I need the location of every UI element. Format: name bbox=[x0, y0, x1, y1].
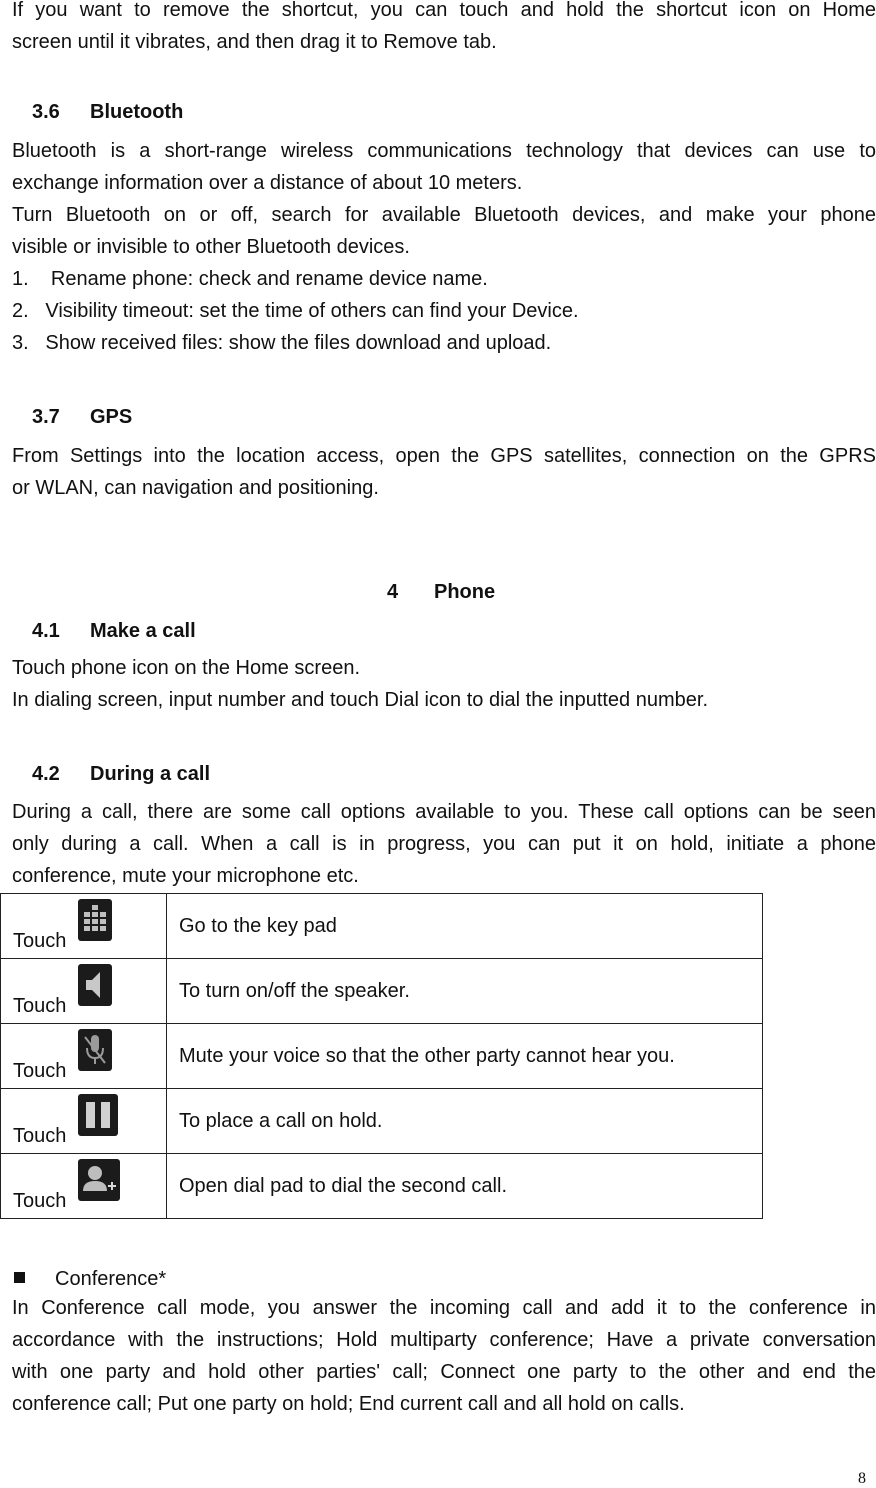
touch-label: Touch bbox=[13, 1125, 67, 1147]
conference-bullet bbox=[14, 1265, 166, 1293]
bullet-square-icon bbox=[14, 1272, 25, 1283]
bluetooth-line-2: exchange information over a distance of about 10 meters. bbox=[12, 172, 523, 194]
section-4-2-heading bbox=[32, 760, 210, 788]
conference-label: Conference* bbox=[55, 1268, 167, 1290]
table-cell-touch bbox=[1, 1089, 167, 1154]
touch-label: Touch bbox=[13, 1060, 67, 1082]
intro-paragraph bbox=[12, 0, 876, 58]
section-title: Bluetooth bbox=[90, 101, 184, 123]
section-title: During a call bbox=[90, 763, 211, 785]
make-call-line-1: Touch phone icon on the Home screen. bbox=[12, 657, 360, 679]
bluetooth-paragraph bbox=[12, 135, 876, 359]
table-cell-desc: Mute your voice so that the other party cannot hear you. bbox=[167, 1024, 763, 1089]
table-row bbox=[1, 894, 763, 959]
call-options-table bbox=[0, 893, 763, 1219]
conference-line-1: In Conference call mode, you answer the incoming call and add it to the conference in bbox=[12, 1297, 876, 1319]
section-number: 4.1 bbox=[32, 620, 60, 642]
bluetooth-line-1: Bluetooth is a short-range wireless communications technology that devices can use to bbox=[12, 140, 876, 162]
table-row bbox=[1, 1024, 763, 1089]
conference-paragraph bbox=[12, 1292, 876, 1420]
section-4-1-heading bbox=[32, 617, 196, 645]
section-number: 3.6 bbox=[32, 101, 60, 123]
gps-line-2: or WLAN, can navigation and positioning. bbox=[12, 477, 379, 499]
make-call-paragraph bbox=[12, 652, 876, 716]
page-number: 8 bbox=[858, 1470, 866, 1487]
section-number: 3.7 bbox=[32, 406, 60, 428]
table-row bbox=[1, 1089, 763, 1154]
gps-paragraph bbox=[12, 440, 876, 504]
table-cell-touch bbox=[1, 894, 167, 959]
table-cell-desc: To turn on/off the speaker. bbox=[167, 959, 763, 1024]
bluetooth-list-item-2: 2. Visibility timeout: set the time of others can find your Device. bbox=[12, 300, 579, 322]
table-cell-touch bbox=[1, 1154, 167, 1219]
section-title: Make a call bbox=[90, 620, 196, 642]
during-call-line-1: During a call, there are some call options available to you. These call options can be seen bbox=[12, 801, 876, 823]
bluetooth-list-item-1: 1. Rename phone: check and rename device name. bbox=[12, 268, 488, 290]
gps-line-1: From Settings into the location access, open the GPS satellites, connection on the GPRS bbox=[12, 445, 876, 467]
mute-microphone-icon bbox=[78, 1029, 112, 1071]
bluetooth-list-item-3: 3. Show received files: show the files download and upload. bbox=[12, 332, 552, 354]
make-call-line-2: In dialing screen, input number and touch Dial icon to dial the inputted number. bbox=[12, 689, 708, 711]
touch-label: Touch bbox=[13, 1190, 67, 1212]
chapter-4-heading bbox=[387, 578, 495, 606]
bluetooth-line-4: visible or invisible to other Bluetooth devices. bbox=[12, 236, 410, 258]
hold-pause-icon bbox=[78, 1094, 118, 1136]
add-call-icon bbox=[78, 1159, 120, 1201]
section-3-7-heading bbox=[32, 403, 132, 431]
chapter-title: Phone bbox=[434, 581, 496, 603]
conference-line-3: with one party and hold other parties' call; Connect one party to the other and end the bbox=[12, 1361, 876, 1383]
during-call-paragraph bbox=[12, 796, 876, 892]
table-cell-touch bbox=[1, 1024, 167, 1089]
table-row bbox=[1, 959, 763, 1024]
bluetooth-line-3: Turn Bluetooth on or off, search for available Bluetooth devices, and make your phone bbox=[12, 204, 876, 226]
speaker-icon bbox=[78, 964, 112, 1006]
touch-label: Touch bbox=[13, 995, 67, 1017]
table-cell-desc: Open dial pad to dial the second call. bbox=[167, 1154, 763, 1219]
conference-line-4: conference call; Put one party on hold; End current call and all hold on calls. bbox=[12, 1393, 685, 1415]
during-call-line-3: conference, mute your microphone etc. bbox=[12, 865, 359, 887]
during-call-line-2: only during a call. When a call is in progress, you can put it on hold, initiate a phone bbox=[12, 833, 876, 855]
intro-line-1: If you want to remove the shortcut, you can touch and hold the shortcut icon on Home bbox=[12, 0, 876, 21]
table-cell-touch bbox=[1, 959, 167, 1024]
table-row bbox=[1, 1154, 763, 1219]
section-title: GPS bbox=[90, 406, 133, 428]
table-cell-desc: To place a call on hold. bbox=[167, 1089, 763, 1154]
chapter-number: 4 bbox=[387, 581, 399, 603]
conference-line-2: accordance with the instructions; Hold multiparty conference; Have a private conversation bbox=[12, 1329, 876, 1351]
touch-label: Touch bbox=[13, 930, 67, 952]
section-number: 4.2 bbox=[32, 763, 60, 785]
keypad-icon bbox=[78, 899, 112, 941]
table-cell-desc: Go to the key pad bbox=[167, 894, 763, 959]
intro-line-2: screen until it vibrates, and then drag it to Remove tab. bbox=[12, 31, 497, 53]
section-3-6-heading bbox=[32, 98, 183, 126]
